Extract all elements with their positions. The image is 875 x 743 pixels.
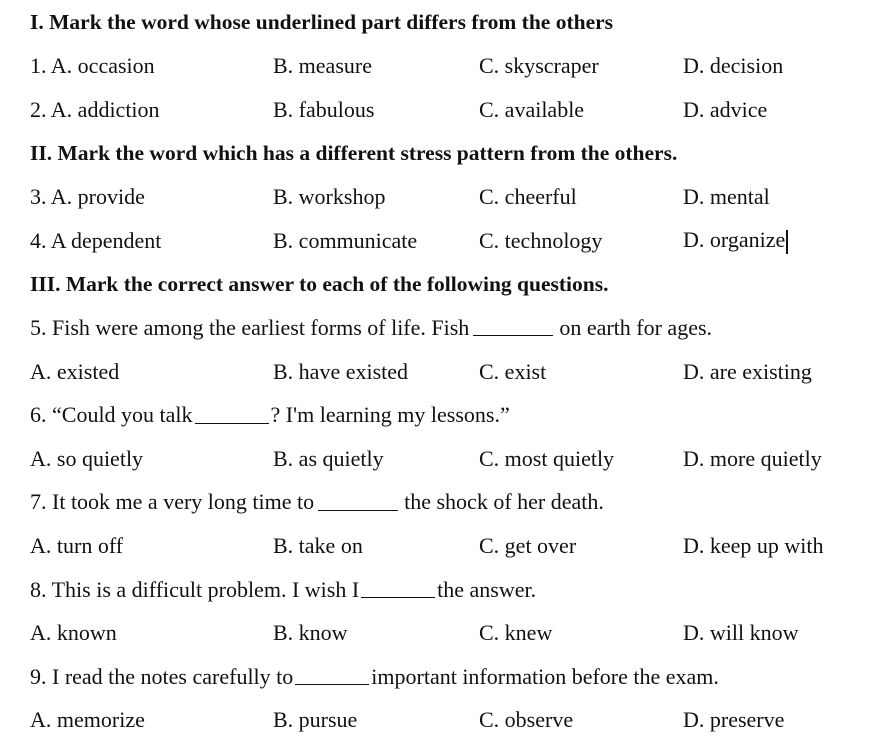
q3-option-d: D. mental [683,184,770,210]
q8-option-d: D. will know [683,620,799,646]
question-5-stem [30,306,870,350]
q6-stem-before: 6. “Could you talk [30,402,193,428]
q7-stem-after: the shock of her death. [404,489,604,515]
section-2-heading: II. Mark the word which has a different stress pattern from the others. [30,141,678,166]
q5-option-b: B. have existed [273,358,409,384]
question-9-stem [30,655,870,699]
question-1-options [30,45,870,89]
q2-option-a: 2. A. addiction [30,96,160,122]
q5-stem-before: 5. Fish were among the earliest forms of life. Fish [30,314,470,340]
question-2-options [30,88,870,132]
q7-option-c: C. get over [479,532,577,558]
q6-option-a: A. so quietly [30,445,144,471]
question-3-options [30,175,870,219]
q7-option-a: A. turn off [30,532,124,558]
q7-option-d: D. keep up with [683,532,824,558]
q9-option-b: B. pursue [273,707,358,733]
q9-answer-blank [295,668,369,685]
q6-answer-blank [195,407,269,424]
q1-option-c: C. skyscraper [479,53,599,79]
q6-option-b: B. as quietly [273,445,384,471]
section-3-heading: III. Mark the correct answer to each of the following questions. [30,271,609,296]
q9-option-c: C. observe [479,707,574,733]
q3-option-b: B. workshop [273,184,386,210]
q8-stem-before: 8. This is a difficult problem. I wish I [30,576,360,602]
q5-answer-blank [473,319,553,336]
q6-option-d: D. more quietly [683,445,822,471]
question-7-stem [30,481,870,525]
q4-option-a: 4. A dependent [30,227,162,253]
q3-option-c: C. cheerful [479,184,577,210]
q9-stem-before: 9. I read the notes carefully to [30,663,294,689]
question-6-options [30,437,870,481]
question-9-options [30,699,870,743]
q3-option-a: 3. A. provide [30,184,145,210]
question-6-stem [30,393,870,437]
q5-stem-after: on earth for ages. [559,314,713,340]
q7-stem-before: 7. It took me a very long time to [30,489,315,515]
q5-option-d: D. are existing [683,358,812,384]
q1-option-b: B. measure [273,53,372,79]
q4-option-d-text: D. organize [683,227,786,253]
q2-option-b: B. fabulous [273,96,375,122]
q1-option-d: D. decision [683,53,784,79]
q8-option-a: A. known [30,620,117,646]
q4-option-b: B. communicate [273,227,418,253]
q4-option-d [683,227,788,254]
question-8-options [30,611,870,655]
q2-option-c: C. available [479,96,585,122]
q8-answer-blank [361,581,435,598]
q5-option-c: C. exist [479,358,547,384]
q7-option-b: B. take on [273,532,363,558]
q9-stem-after: important information before the exam. [371,663,719,689]
q4-option-c: C. technology [479,227,603,253]
question-4-options [30,219,870,263]
q2-option-d: D. advice [683,96,768,122]
q8-option-b: B. know [273,620,348,646]
q6-option-c: C. most quietly [479,445,615,471]
q9-option-a: A. memorize [30,707,145,733]
question-8-stem [30,568,870,612]
q5-option-a: A. existed [30,358,120,384]
q9-option-d: D. preserve [683,707,785,733]
q8-stem-after: the answer. [437,576,537,602]
question-5-options [30,350,870,394]
q1-option-a: 1. A. occasion [30,53,155,79]
q7-answer-blank [318,494,398,511]
exercise-sheet [30,0,870,742]
q8-option-c: C. knew [479,620,553,646]
section-1-heading: I. Mark the word whose underlined part differs from the others [30,10,614,35]
q6-stem-after: ? I'm learning my lessons.” [270,402,510,428]
question-7-options [30,524,870,568]
text-cursor [786,230,788,254]
